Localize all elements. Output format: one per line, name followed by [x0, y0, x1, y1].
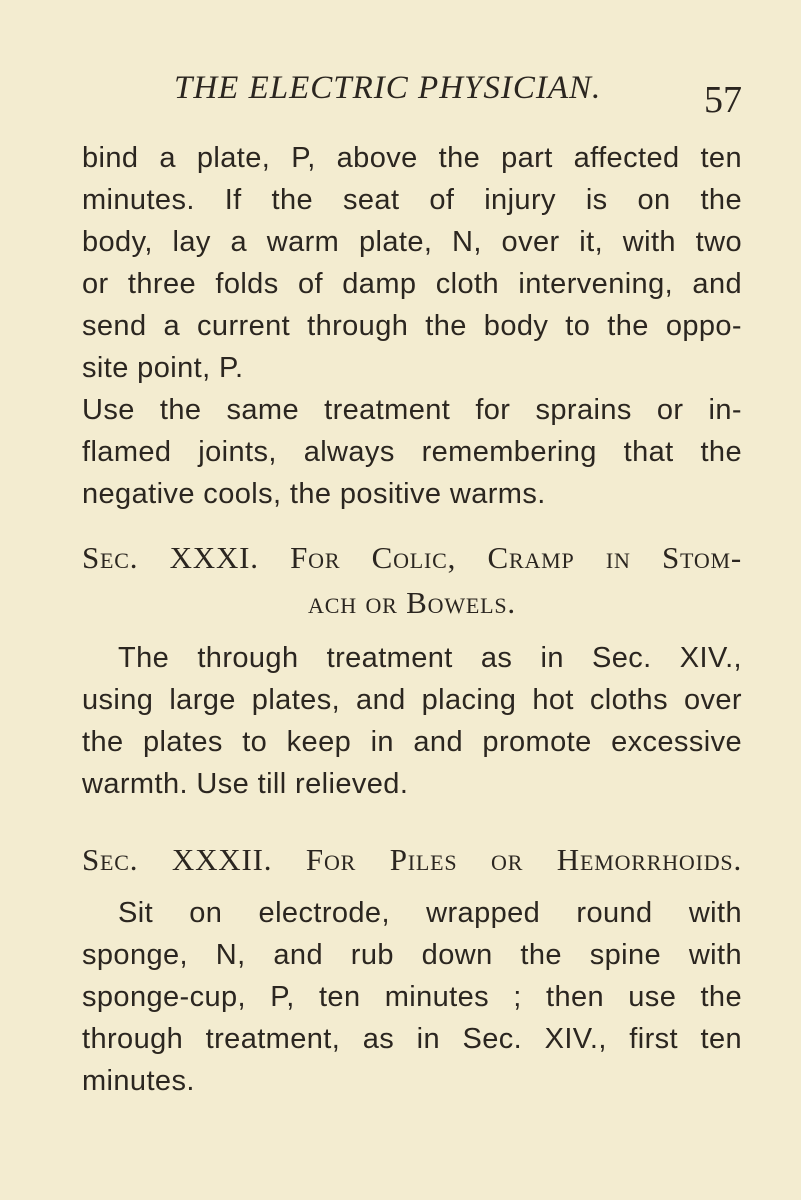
text-line: Use the same treatment for sprains or in-	[82, 394, 742, 426]
paragraph-sprains	[82, 389, 742, 515]
text-line: flamed joints, always remembering that the	[82, 436, 742, 468]
heading-line: Sec. XXXII. For Piles or Hemorrhoids.	[82, 842, 742, 877]
text-line: send a current through the body to the oppo-	[82, 310, 742, 342]
text-line: body, lay a warm plate, N, over it, with two	[82, 226, 742, 258]
section-heading-xxxi	[82, 535, 742, 625]
text-line: sponge-cup, P, ten minutes ; then use the	[82, 981, 742, 1013]
page-number: 57	[704, 79, 742, 121]
paragraph-continuation	[82, 137, 742, 389]
text-line: site point, P.	[82, 352, 244, 384]
text-line: warmth. Use till relieved.	[82, 768, 409, 800]
text-line: minutes. If the seat of injury is on the	[82, 184, 742, 216]
running-head	[174, 68, 742, 121]
text-line: through treatment, as in Sec. XIV., first ten	[82, 1023, 742, 1055]
text-line: negative cools, the positive warms.	[82, 478, 546, 510]
text-line: Sit on electrode, wrapped round with	[118, 897, 742, 929]
text-line: minutes.	[82, 1065, 195, 1097]
heading-line: ach or Bowels.	[308, 585, 516, 620]
paragraph-colic	[82, 637, 742, 805]
text-line: The through treatment as in Sec. XIV.,	[118, 642, 742, 674]
text-line: using large plates, and placing hot cloths over	[82, 684, 742, 716]
running-title: THE ELECTRIC PHYSICIAN.	[174, 70, 602, 106]
book-page	[82, 60, 742, 1160]
paragraph-piles	[82, 892, 742, 1102]
text-line: bind a plate, P, above the part affected ten	[82, 142, 742, 174]
text-line: or three folds of damp cloth intervening, and	[82, 268, 742, 300]
heading-line: Sec. XXXI. For Colic, Cramp in Stom-	[82, 540, 742, 575]
section-heading-xxxii	[82, 837, 742, 882]
text-line: sponge, N, and rub down the spine with	[82, 939, 742, 971]
text-line: the plates to keep in and promote excessive	[82, 726, 742, 758]
